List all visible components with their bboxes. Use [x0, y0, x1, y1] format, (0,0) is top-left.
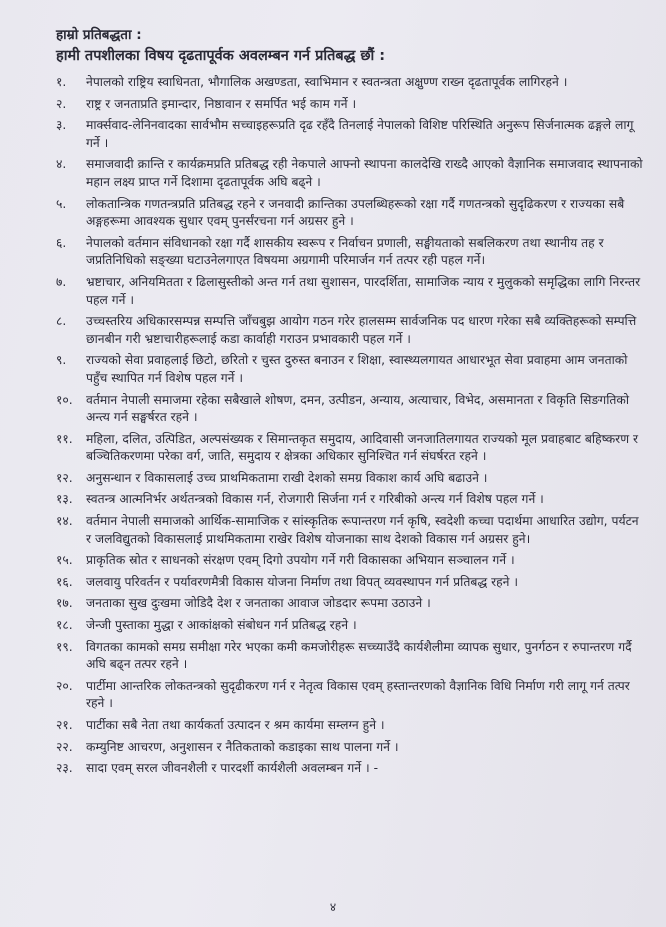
list-item [56, 74, 644, 92]
item-number: ५. [56, 196, 67, 211]
list-item [56, 639, 644, 674]
item-number: १०. [56, 392, 73, 407]
list-item [56, 595, 644, 613]
item-text: स्वतन्त्र आत्मनिर्भर अर्थतन्त्रको विकास गर्न, रोजगारी सिर्जना गर्न र गरिबीको अन्त्य गर्न विशेष पहल गर्ने । [86, 492, 544, 507]
list-item [56, 678, 644, 713]
item-number: १३. [56, 492, 73, 507]
list-item [56, 491, 644, 509]
list-item [56, 352, 644, 387]
commitment-list [56, 74, 644, 778]
item-text: वर्तमान नेपाली समाजको आर्थिक-सामाजिक र सांस्कृतिक रूपान्तरण गर्न कृषि, स्वदेशी कच्चा पदार्थमा आधारित उद्योग, पर्यटन र जलविद्युतको विकासलाई प्राथमिकतामा राखेर विशेष योजनाका साथ देशको विकास गर्न अग्रसर हुने। [86, 514, 639, 546]
item-number: २२. [56, 739, 73, 754]
list-item [56, 552, 644, 570]
list-item [56, 392, 644, 427]
item-text: जलवायु परिवर्तन र पर्यावरणमैत्री विकास योजना निर्माण तथा विपत् व्यवस्थापन गर्न प्रतिबद्ध रहने । [86, 574, 519, 589]
item-text: प्राकृतिक स्रोत र साधनको संरक्षण एवम् दिगो उपयोग गर्ने गरी विकासका अभियान सञ्चालन गर्ने । [86, 553, 515, 568]
item-text: कम्युनिष्ट आचरण, अनुशासन र नैतिकताको कडाइका साथ पालना गर्ने । [86, 739, 399, 754]
item-text: सादा एवम् सरल जीवनशैली र पारदर्शी कार्यशैली अवलम्बन गर्ने । - [86, 761, 379, 776]
item-text: विगतका कामको समग्र समीक्षा गरेर भएका कमी कमजोरीहरू सच्च्याउँदै कार्यशैलीमा व्यापक सुधार, पुनर्गठन र रुपान्तरण गर्दै अघि बढ्न तत्पर रहने । [86, 639, 632, 672]
section-subheading: हामी तपशीलका विषय दृढतापूर्वक अवलम्बन गर्न प्रतिबद्ध छौं : [56, 48, 386, 64]
item-text: अनुसन्धान र विकासलाई उच्च प्राथमिकतामा राखी देशको समग्र विकाश कार्य अघि बढाउने । [86, 470, 488, 485]
item-number: २. [56, 96, 67, 111]
item-number: १९. [56, 639, 73, 654]
list-item [56, 274, 644, 309]
list-item [56, 156, 644, 191]
item-number: १६. [56, 574, 73, 589]
list-item [56, 431, 644, 466]
item-text: महिला, दलित, उत्पिडित, अल्पसंख्यक र सिमान्तकृत समुदाय, आदिवासी जनजातिलगायत राज्यको मूल प्रवाहबाट बहिष्करण र बञ्चितिकरणमा परेका वर्ग, जाति, समुदाय र क्षेत्रका अधिकार सुनिश्चित गर्न संघर्षरत रहने । [86, 431, 639, 464]
page-number: ४ [329, 900, 337, 914]
list-item [56, 196, 644, 231]
item-number: १. [56, 75, 67, 89]
item-number: २३. [56, 761, 73, 776]
item-text: नेपालको वर्तमान संविधानको रक्षा गर्दै शासकीय स्वरूप र निर्वाचन प्रणाली, सङ्घीयताको सबलिकरण तथा स्थानीय तह र जप्रतिनिधिको सङ्ख्या घटाउनेलगाएत विषयमा अग्रगामी परिमार्जन गर्न तत्पर रही पहल गर्ने। [86, 235, 604, 268]
list-item [56, 739, 644, 757]
item-text: समाजवादी क्रान्ति र कार्यक्रमप्रति प्रतिबद्ध रही नेकपाले आफ्नो स्थापना कालदेखि राख्दै आएको वैज्ञानिक समाजवाद स्थापनाको महान लक्ष्य प्राप्त गर्ने दिशामा दृढतापूर्वक अघि बढ्ने । [86, 157, 643, 189]
item-number: २०. [56, 678, 73, 693]
item-text: भ्रष्टाचार, अनियमितता र ढिलासुस्तीको अन्त गर्न तथा सुशासन, पारदर्शिता, सामाजिक न्याय र मुलुकको समृद्धिका लागि निरन्तर पहल गर्ने । [86, 274, 641, 307]
item-text: पार्टीमा आन्तरिक लोकतन्त्रको सुदृढीकरण गर्न र नेतृत्व विकास एवम् हस्तान्तरणको वैज्ञानिक विधि निर्माण गरी लागू गर्न तत्पर रहने । [86, 678, 630, 711]
item-text: राष्ट्र र जनताप्रति इमान्दार, निष्ठावान र समर्पित भई काम गर्ने । [86, 96, 357, 111]
item-text: मार्क्सवाद-लेनिनवादका सार्वभौम सच्चाइहरूप्रति दृढ रहँदै तिनलाई नेपालको विशिष्ट परिस्थिति अनुरूप सिर्जनात्मक ढङ्गले लागू गर्ने । [86, 118, 634, 150]
list-item [56, 470, 644, 488]
list-item [56, 513, 644, 548]
item-number: ७. [56, 274, 67, 289]
item-number: २१. [56, 718, 73, 732]
item-number: १४. [56, 514, 73, 529]
item-number: ४. [56, 157, 67, 172]
item-number: १७. [56, 596, 73, 611]
item-number: ६. [56, 235, 67, 250]
item-number: ९. [56, 353, 67, 368]
list-item [56, 313, 644, 348]
list-item [56, 617, 644, 635]
item-text: उच्चस्तरिय अधिकारसम्पन्न सम्पत्ति जाँचबुझ आयोग गठन गरेर हालसम्म सार्वजनिक पद धारण गरेका सबै व्यक्तिहरूको सम्पत्ति छानबीन गरी भ्रष्टाचारीहरूलाई कडा कार्वाही गराउन प्रभावकारी पहल गर्ने । [86, 314, 637, 346]
item-text: वर्तमान नेपाली समाजमा रहेका सबैखाले शोषण, दमन, उत्पीडन, अन्याय, अत्याचार, विभेद, असमानता र विकृति सिङगतिको अन्त्य गर्न सङ्घर्षरत रहने । [86, 392, 630, 425]
item-number: ३. [56, 118, 67, 133]
item-number: १५. [56, 553, 73, 568]
item-number: ८. [56, 314, 67, 329]
item-text: नेपालको राष्ट्रिय स्वाधिनता, भौगालिक अखण्डता, स्वाभिमान र स्वतन्त्रता अक्षुण्ण राख्न दृढतापूर्वक लागिरहने । [86, 75, 568, 89]
item-text: जेन्जी पुस्ताका मुद्धा र आकांक्षको संबोधन गर्न प्रतिबद्ध रहने । [86, 618, 357, 633]
list-item [56, 760, 644, 778]
list-item [56, 235, 644, 270]
list-item [56, 574, 644, 592]
list-item [56, 96, 644, 114]
list-item [56, 117, 644, 152]
item-text: लोकतान्त्रिक गणतन्त्रप्रति प्रतिबद्ध रहने र जनवादी क्रान्तिका उपलब्धिहरूको रक्षा गर्दै गणतन्त्रको सुदृढिकरण र राज्यका सबै अङ्गहरूमा आवश्यक सुधार एवम् पुनर्संरचना गर्न अग्रसर हुने । [86, 196, 625, 229]
item-number: १८. [56, 618, 73, 633]
list-item [56, 717, 644, 735]
item-text: राज्यको सेवा प्रवाहलाई छिटो, छरितो र चुस्त दुरुस्त बनाउन र शिक्षा, स्वास्थ्यलगायत आधारभूत सेवा प्रवाहमा आम जनताको पहुँच स्थापित गर्न विशेष पहल गर्ने । [86, 353, 628, 385]
item-text: जनताका सुख दुःखमा जोडिदै देश र जनताका आवाज जोडदार रूपमा उठाउने । [86, 596, 431, 611]
item-text: पार्टीका सबै नेता तथा कार्यकर्ता उत्पादन र श्रम कार्यमा सम्लग्न हुने । [86, 718, 385, 732]
item-number: ११. [56, 431, 73, 446]
item-number: १२. [56, 470, 73, 485]
section-heading: हाम्रो प्रतिबद्धता : [56, 27, 142, 43]
